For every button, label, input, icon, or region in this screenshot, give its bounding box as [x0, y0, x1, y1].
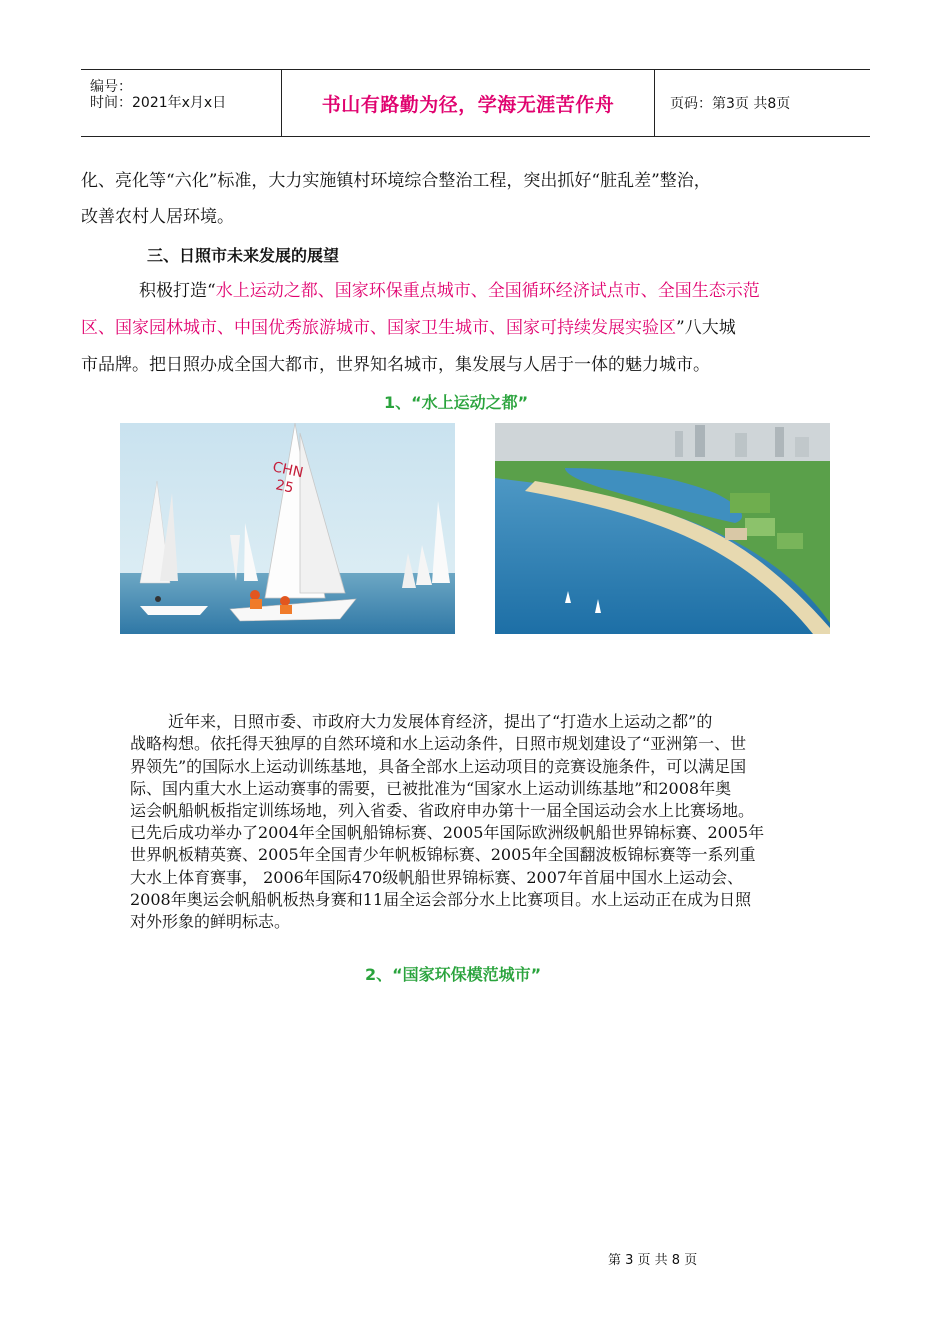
paragraph-line: 已先后成功举办了2004年全国帆船锦标赛、2005年国际欧洲级帆船世界锦标赛、2005年 [130, 823, 765, 842]
paragraph-line: 改善农村人居环境。 [81, 207, 234, 227]
page-header [81, 69, 870, 137]
header-page-info [664, 70, 870, 136]
brand-intro: 积极打造“ [139, 281, 216, 301]
sailing-illustration [120, 423, 455, 634]
paragraph-line: 运会帆船帆板指定训练场地，列入省委、省政府申办第十一届全国运动会水上比赛场地。 [130, 801, 755, 820]
paragraph-line: 2008年奥运会帆船帆板热身赛和11届全运会部分水上比赛项目。水上运动正在成为日照 [130, 890, 752, 909]
coastal-park-photo [495, 423, 830, 634]
brand-list-part2: 区、国家园林城市、中国优秀旅游城市、国家卫生城市、国家可持续发展实验区 [81, 318, 676, 338]
paragraph-line: 际、国内重大水上运动赛事的需要，已被批准为“国家水上运动训练基地”和2008年奥 [130, 779, 732, 798]
paragraph-line: 界领先”的国际水上运动训练基地，具备全部水上运动项目的竞赛设施条件，可以满足国 [130, 757, 747, 776]
coastal-aerial-illustration [495, 423, 830, 634]
paragraph-line: 对外形象的鲜明标志。 [130, 912, 291, 931]
paragraph-line: 战略构想。依托得天独厚的自然环境和水上运动条件，日照市规划建设了“亚洲第一、世 [130, 734, 747, 753]
header-page-info-text: 页码：第3页 共8页 [670, 96, 791, 112]
sail-number-text-2: 25 [274, 477, 295, 497]
paragraph-line: 市品牌。把日照办成全国大都市，世界知名城市，集发展与人居于一体的魅力城市。 [81, 355, 710, 375]
paragraph-line: 化、亮化等“六化”标准，大力实施镇村环境综合整治工程，突出抓好“脏乱差”整治， [81, 171, 711, 191]
section-heading: 三、日照市未来发展的展望 [147, 246, 340, 265]
document-date-label: 时间：2021年x月x日 [90, 95, 227, 111]
paragraph-line: 大水上体育赛事， 2006年国际470级帆船世界锦标赛、2007年首届中国水上运动会、 [130, 868, 744, 887]
page-footer: 第 3 页 共 8 页 [608, 1253, 698, 1268]
brand-paragraph-line1 [139, 280, 760, 302]
brand-paragraph-line2 [81, 317, 736, 339]
subsection-title-1: 1、“水上运动之都” [384, 393, 529, 412]
sail-number-text-1: CHN [271, 459, 305, 482]
header-meta-cell [81, 70, 282, 136]
paragraph-line: 世界帆板精英赛、2005年全国青少年帆板锦标赛、2005年全国翻波板锦标赛等一系列重 [130, 845, 756, 864]
subsection-title-2: 2、“国家环保模范城市” [365, 965, 542, 984]
sailing-photo [120, 423, 455, 634]
paragraph-line: 近年来，日照市委、市政府大力发展体育经济，提出了“打造水上运动之都”的 [168, 712, 713, 731]
brand-suffix: ”八大城 [676, 318, 736, 338]
brand-list-part1: 水上运动之都、国家环保重点城市、全国循环经济试点市、全国生态示范 [215, 281, 760, 301]
document-number-label: 编号： [90, 79, 132, 95]
header-motto: 书山有路勤为径，学海无涯苦作舟 [282, 70, 655, 136]
